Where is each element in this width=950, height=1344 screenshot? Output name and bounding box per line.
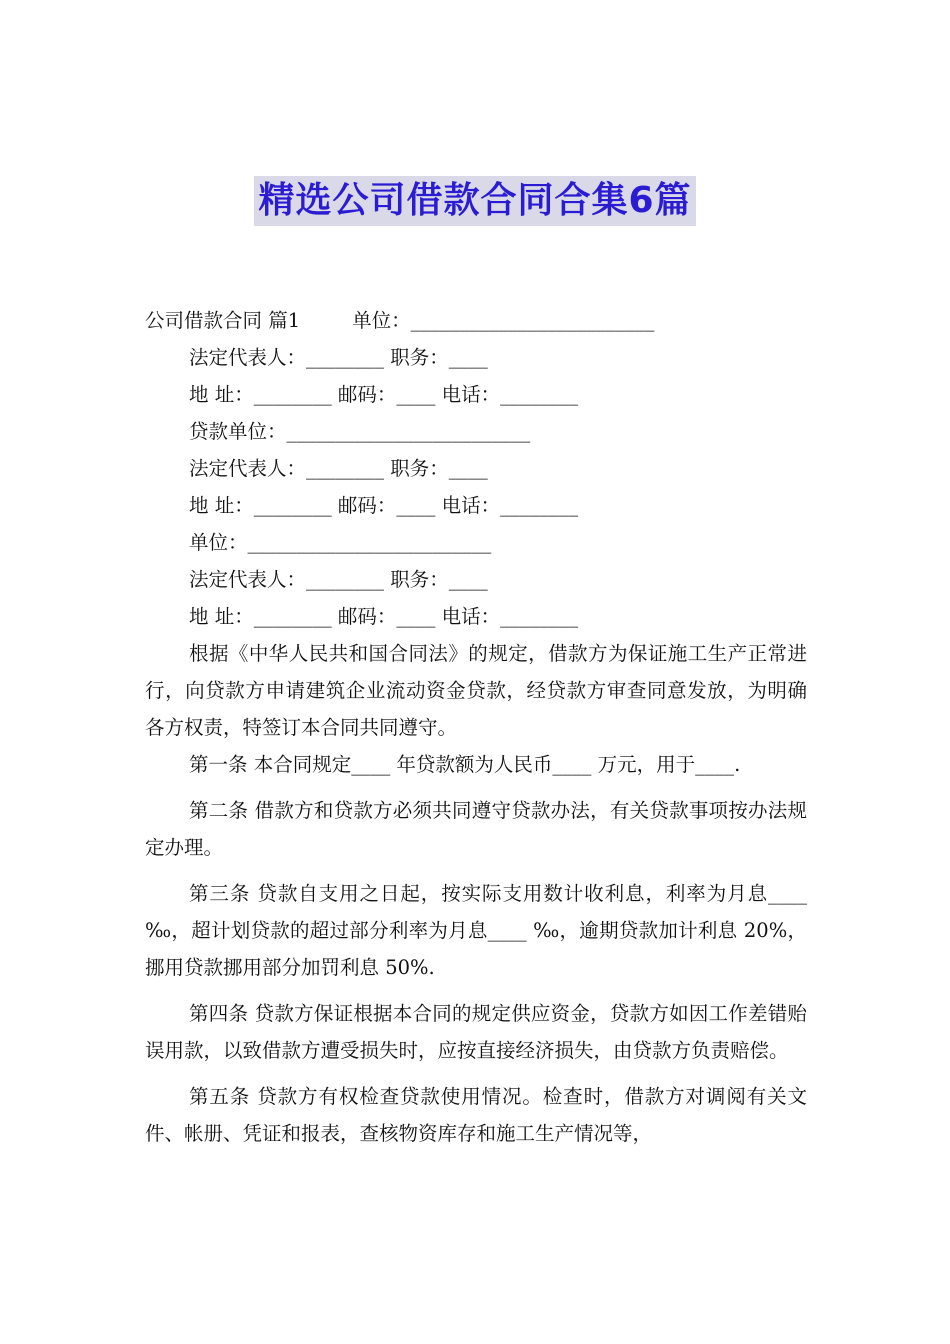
section-heading: 公司借款合同 篇1 bbox=[145, 309, 301, 332]
article-1-paragraph: 第一条 本合同规定____ 年贷款额为人民币____ 万元，用于____. bbox=[189, 753, 741, 776]
field-line: 法定代表人：________ 职务：____ bbox=[189, 568, 488, 591]
field-line: 地 址：________ 邮码：____ 电话：________ bbox=[189, 383, 579, 406]
field-line: 法定代表人：________ 职务：____ bbox=[189, 457, 488, 480]
field-line: 法定代表人：________ 职务：____ bbox=[189, 346, 488, 369]
unit-field: 单位：_________________________ bbox=[352, 309, 655, 332]
field-line: 单位：_________________________ bbox=[189, 531, 492, 554]
article-5-paragraph: 第五条 贷款方有权检查贷款使用情况。检查时，借款方对调阅有关文件、帐册、凭证和报表，查核物资库存和施工生产情况等， bbox=[145, 1085, 807, 1145]
article-2-paragraph: 第二条 借款方和贷款方必须共同遵守贷款办法，有关贷款事项按办法规定办理。 bbox=[145, 799, 807, 859]
contract-header-line bbox=[145, 302, 807, 339]
document-body bbox=[145, 302, 807, 1152]
preamble-paragraph: 根据《中华人民共和国合同法》的规定，借款方为保证施工生产正常进行，向贷款方申请建筑企业流动资金贷款，经贷款方审查同意发放，为明确各方权责，特签订本合同共同遵守。 bbox=[145, 642, 807, 739]
document-title-block bbox=[0, 176, 950, 226]
article-4-paragraph: 第四条 贷款方保证根据本合同的规定供应资金，贷款方如因工作差错贻误用款，以致借款方遭受损失时，应按直接经济损失，由贷款方负责赔偿。 bbox=[145, 1002, 807, 1062]
article-3-paragraph: 第三条 贷款自支用之日起，按实际支用数计收利息，利率为月息____ ‰，超计划贷款的超过部分利率为月息____ ‰，逾期贷款加计利息 20%，挪用贷款挪用部分加罚利息 50%. bbox=[145, 882, 807, 979]
field-line: 地 址：________ 邮码：____ 电话：________ bbox=[189, 605, 579, 628]
field-line: 贷款单位：_________________________ bbox=[189, 420, 531, 443]
document-title: 精选公司借款合同合集6篇 bbox=[254, 176, 695, 226]
field-line: 地 址：________ 邮码：____ 电话：________ bbox=[189, 494, 579, 517]
